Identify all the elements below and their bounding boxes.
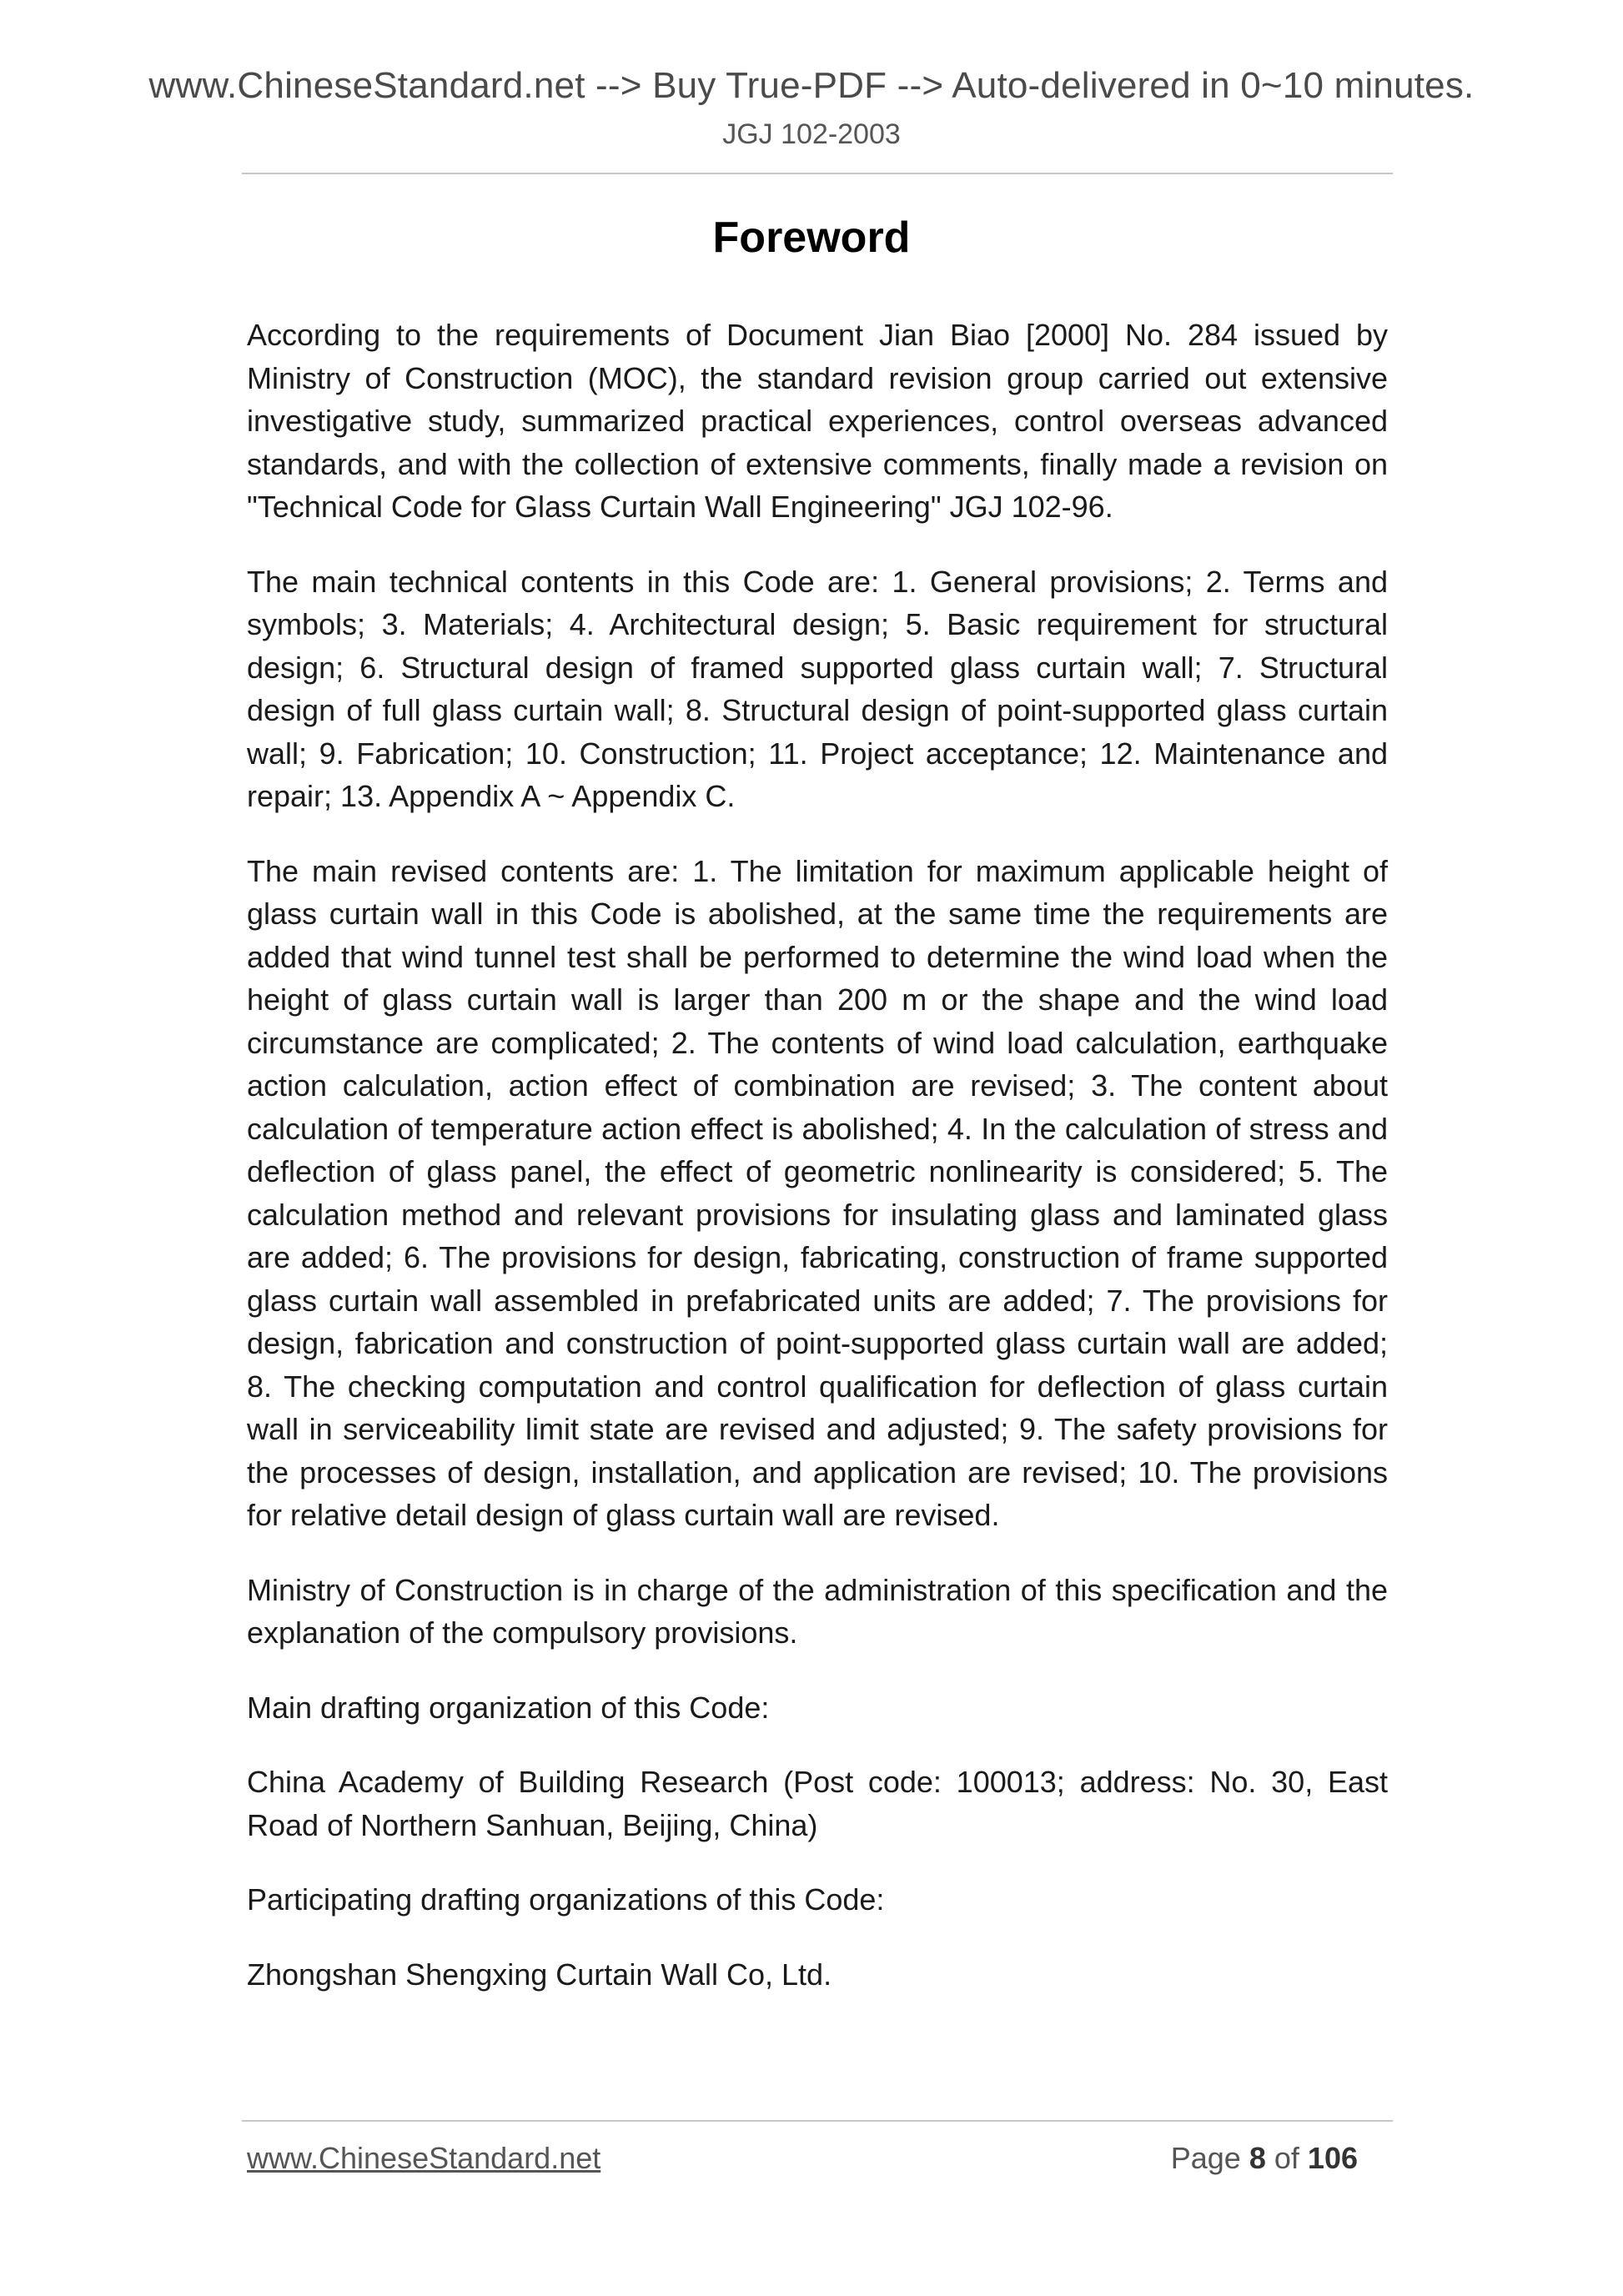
paragraph-technical-contents: The main technical contents in this Code are: 1. General provisions; 2. Terms and symbols; 3. Materials; 4. Architectural design; 5. Basic requirement for structural design; 6. Structural design of framed supported glass curtain wall; 7. Structural design of full glass curtain wall; 8. Structural design of point-supported glass curtain wall; 9. Fabrication; 10. Construction; 11. Project acceptance; 12. Maintenance and repair; 13. Appendix A ~ Appendix C. xyxy=(247,564,1388,813)
paragraph-participating-label: Participating drafting organizations of this Code: xyxy=(247,1882,885,1917)
page-current: 8 xyxy=(1249,2141,1266,2175)
document-id: JGJ 102-2003 xyxy=(722,118,901,150)
paragraph-main-drafting-label: Main drafting organization of this Code: xyxy=(247,1690,770,1725)
footer-divider xyxy=(242,2120,1393,2122)
paragraph-revised-contents: The main revised contents are: 1. The limitation for maximum applicable height of glass curtain wall in this Code is abolished, at the same time the requirements are added that wind tunnel test shall be performed to determine the wind load when the height of glass curtain wall is larger than 200 m or the shape and the wind load circumstance are complicated; 2. The contents of wind load calculation, earthquake action calculation, action effect of combination are revised; 3. The content about calculation of temperature action effect is abolished; 4. In the calculation of stress and deflection of glass panel, the effect of geometric nonlinearity is considered; 5. The calculation method and relevant provisions for insulating glass and laminated glass are added; 6. The provisions for design, fabricating, construction of frame supported glass curtain wall assembled in prefabricated units are added; 7. The provisions for design, fabrication and construction of point-supported glass curtain wall are added; 8. The checking computation and control qualification for deflection of glass curtain wall in serviceability limit state are revised and adjusted; 9. The safety provisions for the processes of design, installation, and application are revised; 10. The provisions for relative detail design of glass curtain wall are revised. xyxy=(247,853,1388,1532)
paragraph-administration: Ministry of Construction is in charge of the administration of this specification and the explanation of the compulsory provisions. xyxy=(247,1572,1388,1650)
paragraph-intro: According to the requirements of Document Jian Biao [2000] No. 284 issued by Ministry of Construction (MOC), the standard revision group carried out extensive investigative study, summarized practical experiences, control overseas advanced standards, and with the collection of extensive comments, finally made a revision on "Technical Code for Glass Curtain Wall Engineering" JGJ 102-96. xyxy=(247,318,1388,524)
page-of: of xyxy=(1274,2141,1299,2175)
footer-website-link[interactable]: www.ChineseStandard.net xyxy=(247,2141,601,2175)
page-prefix: Page xyxy=(1170,2141,1241,2175)
paragraph-participating-org: Zhongshan Shengxing Curtain Wall Co, Ltd. xyxy=(247,1957,832,1992)
page-title: Foreword xyxy=(712,214,911,262)
header-divider xyxy=(242,173,1393,174)
page-number xyxy=(1171,2141,1358,2176)
header-banner: www.ChineseStandard.net --> Buy True-PDF --> Auto-delivered in 0~10 minutes. xyxy=(148,65,1475,106)
document-body xyxy=(247,314,1388,2027)
paragraph-main-drafting-org: China Academy of Building Research (Post code: 100013; address: No. 30, East Road of Northern Sanhuan, Beijing, China) xyxy=(247,1765,1388,1842)
page-total: 106 xyxy=(1307,2141,1358,2175)
